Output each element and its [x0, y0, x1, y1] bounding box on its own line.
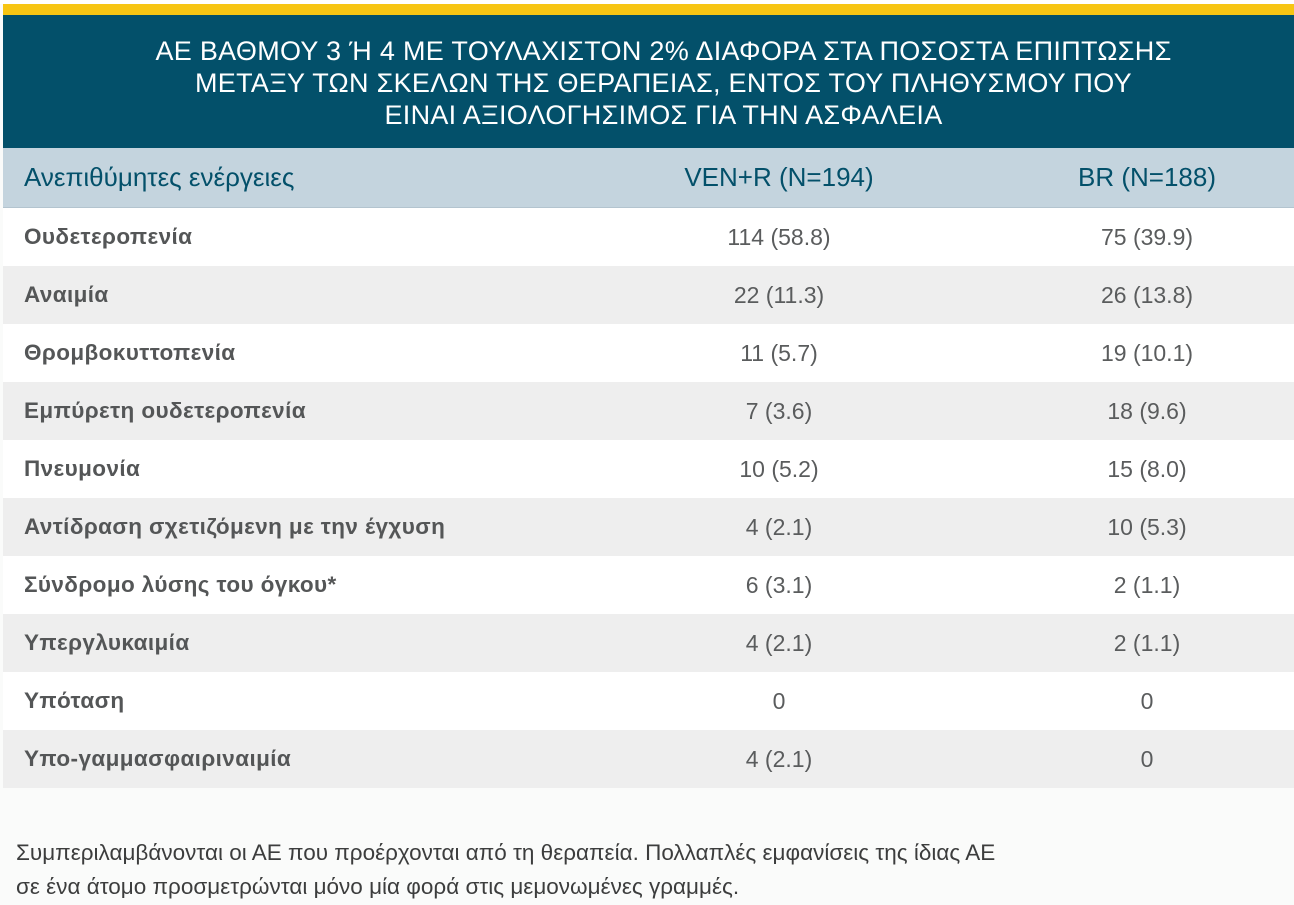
table-header-row — [3, 148, 1294, 208]
table-row — [3, 266, 1294, 324]
accent-bar — [3, 4, 1294, 15]
title-line-3: ΕΙΝΑΙ ΑΞΙΟΛΟΓΗΣΙΜΟΣ ΓΙΑ ΤΗΝ ΑΣΦΑΛΕΙΑ — [384, 100, 943, 130]
event-name: Σύνδρομο λύσης του όγκου* — [24, 572, 337, 597]
table-row — [3, 208, 1294, 266]
ven-r-value: 4 (2.1) — [745, 629, 813, 656]
event-name: Πνευμονία — [24, 456, 141, 481]
event-name: Θρομβοκυττοπενία — [24, 340, 236, 365]
adverse-events-table — [3, 148, 1294, 788]
table-body — [3, 208, 1294, 788]
ven-r-value: 6 (3.1) — [745, 571, 813, 598]
column-header-ven-r: VEN+R (N=194) — [684, 162, 874, 192]
event-name: Αντίδραση σχετιζόμενη με την έγχυση — [24, 514, 446, 539]
table-row — [3, 672, 1294, 730]
event-name: Υπο-γαμμασφαιριναιμία — [24, 746, 292, 771]
ven-r-value: 22 (11.3) — [733, 281, 825, 308]
event-name: Εμπύρετη ουδετεροπενία — [24, 398, 306, 423]
br-value: 75 (39.9) — [1100, 223, 1194, 250]
ven-r-value: 4 (2.1) — [745, 513, 813, 540]
table-row — [3, 440, 1294, 498]
title-line-1: ΑΕ ΒΑΘΜΟΥ 3 Ή 4 ΜΕ ΤΟΥΛΑΧΙΣΤΟΝ 2% ΔΙΑΦΟΡΑ ΣΤΑ ΠΟΣΟΣΤΑ ΕΠΙΠΤΩΣΗΣ — [155, 36, 1172, 66]
br-value: 19 (10.1) — [1100, 339, 1194, 366]
column-header-br: BR (N=188) — [1078, 162, 1216, 192]
event-name: Υπεργλυκαιμία — [24, 630, 190, 655]
event-name: Υπόταση — [24, 688, 125, 713]
event-name: Ουδετεροπενία — [24, 224, 193, 249]
table-row — [3, 730, 1294, 788]
footnote-line-1: Συμπεριλαμβάνονται οι ΑΕ που προέρχονται από τη θεραπεία. Πολλαπλές εμφανίσεις της ίδιας ΑΕ — [16, 840, 996, 865]
event-name: Αναιμία — [24, 282, 109, 307]
table-row — [3, 556, 1294, 614]
br-value: 2 (1.1) — [1113, 629, 1181, 656]
br-value: 10 (5.3) — [1107, 513, 1187, 540]
table-row — [3, 498, 1294, 556]
table-title — [3, 15, 1294, 148]
br-value: 26 (13.8) — [1100, 281, 1194, 308]
ven-r-value: 10 (5.2) — [739, 455, 819, 482]
br-value: 0 — [1140, 745, 1154, 772]
ven-r-value: 11 (5.7) — [740, 339, 818, 366]
table-row — [3, 614, 1294, 672]
footnote — [16, 836, 1294, 904]
br-value: 2 (1.1) — [1113, 571, 1181, 598]
ven-r-value: 7 (3.6) — [745, 397, 813, 424]
table-row — [3, 324, 1294, 382]
table-row — [3, 382, 1294, 440]
br-value: 15 (8.0) — [1107, 455, 1187, 482]
footnote-line-2: σε ένα άτομο προσμετρώνται μόνο μία φορά στις μεμονωμένες γραμμές. — [16, 874, 740, 899]
title-line-2: ΜΕΤΑΞΥ ΤΩΝ ΣΚΕΛΩΝ ΤΗΣ ΘΕΡΑΠΕΙΑΣ, ΕΝΤΟΣ ΤΟΥ ΠΛΗΘΥΣΜΟΥ ΠΟΥ — [195, 68, 1132, 98]
ven-r-value: 0 — [772, 687, 786, 714]
column-header-adverse-events: Ανεπιθύμητες ενέργειες — [24, 162, 295, 192]
br-value: 0 — [1140, 687, 1154, 714]
br-value: 18 (9.6) — [1107, 397, 1187, 424]
ven-r-value: 114 (58.8) — [727, 223, 831, 250]
ven-r-value: 4 (2.1) — [745, 745, 813, 772]
